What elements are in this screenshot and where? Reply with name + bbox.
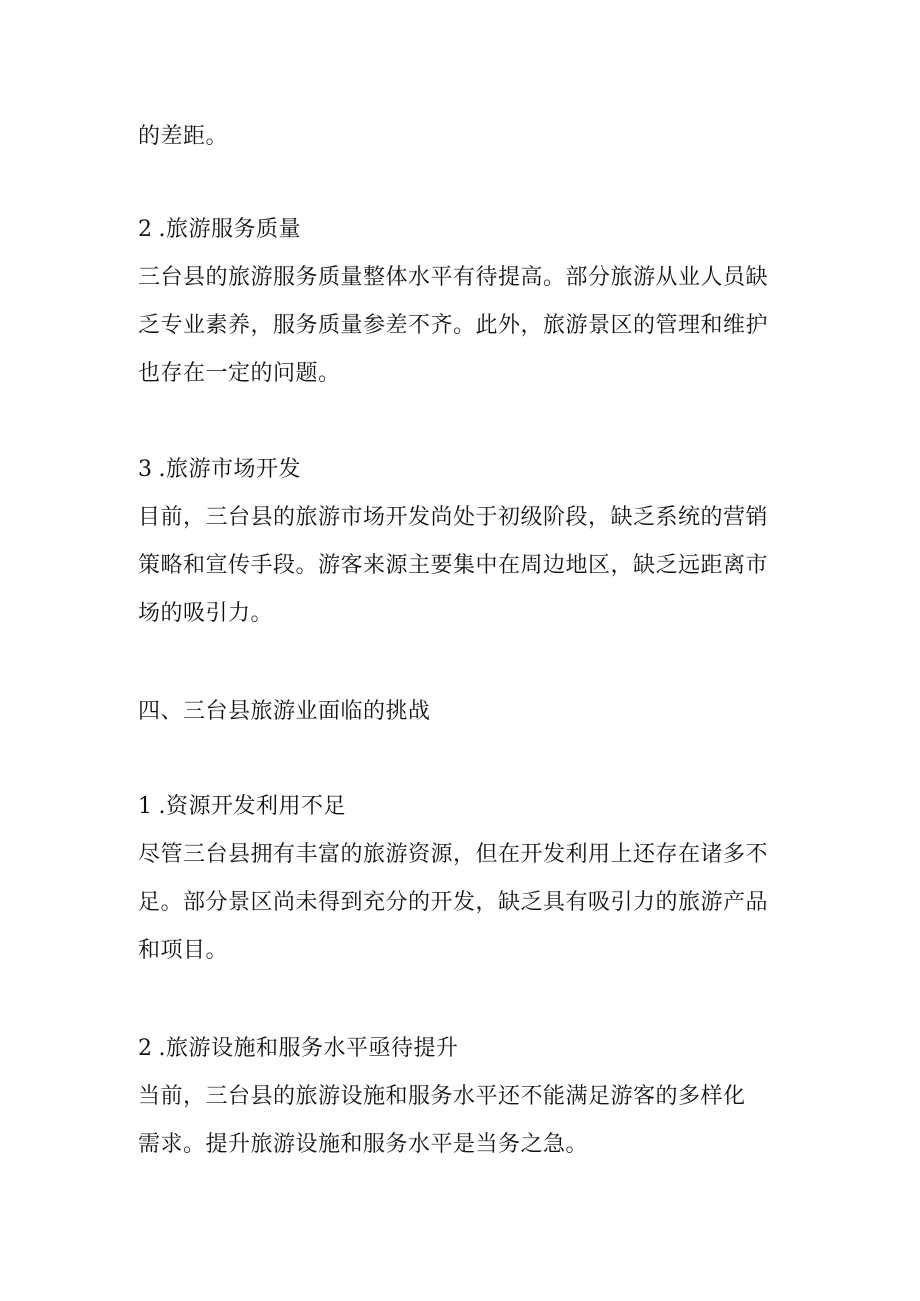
paragraph-line: 尽管三台县拥有丰富的旅游资源，但在开发利用上还存在诸多不 — [138, 842, 769, 867]
heading-market-development — [138, 455, 798, 485]
heading-title: .旅游服务质量 — [158, 217, 301, 242]
heading-title: .旅游设施和服务水平亟待提升 — [158, 1036, 459, 1061]
heading-number: 2 — [138, 217, 153, 242]
heading-resource-development — [138, 792, 798, 822]
paragraph-line: 场的吸引力。 — [138, 601, 274, 626]
heading-title: .旅游市场开发 — [158, 457, 301, 482]
paragraph-line: 三台县的旅游服务质量整体水平有待提高。部分旅游从业人员缺 — [138, 265, 769, 290]
paragraph-line: 当前，三台县的旅游设施和服务水平还不能满足游客的多样化 — [138, 1084, 746, 1109]
heading-number: 3 — [138, 457, 153, 482]
paragraph-line: 也存在一定的问题。 — [138, 361, 341, 386]
paragraph-line: 策略和宣传手段。游客来源主要集中在周边地区，缺乏远距离市 — [138, 553, 769, 578]
paragraph-continuation: 的差距。 — [138, 124, 229, 149]
paragraph-line: 目前，三台县的旅游市场开发尚处于初级阶段，缺乏系统的营销 — [138, 505, 769, 530]
heading-number: 2 — [138, 1036, 153, 1061]
heading-title: .资源开发利用不足 — [158, 794, 346, 819]
heading-facilities-service — [138, 1034, 798, 1064]
heading-service-quality — [138, 215, 798, 245]
paragraph-line: 需求。提升旅游设施和服务水平是当务之急。 — [138, 1132, 589, 1157]
section-heading-challenges: 四、三台县旅游业面临的挑战 — [138, 699, 431, 724]
paragraph-line: 足。部分景区尚未得到充分的开发，缺乏具有吸引力的旅游产品 — [138, 890, 769, 915]
paragraph-line: 和项目。 — [138, 938, 229, 963]
paragraph-line: 乏专业素养，服务质量参差不齐。此外，旅游景区的管理和维护 — [138, 313, 769, 338]
heading-number: 1 — [138, 794, 153, 819]
